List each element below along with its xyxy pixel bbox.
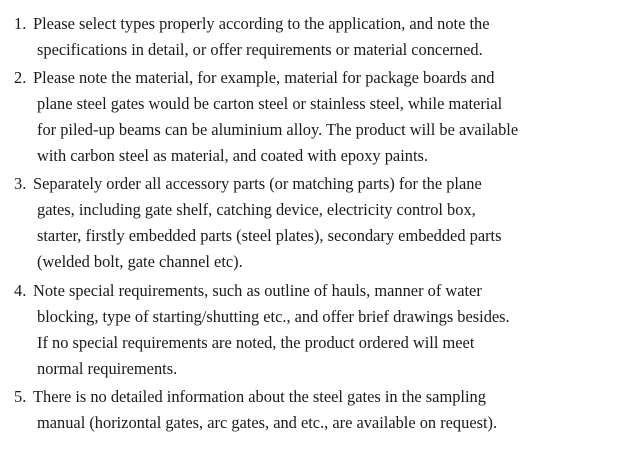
note-3-line-2: gates, including gate shelf, catching device, electricity control box, (37, 200, 476, 219)
note-3-line-1: Separately order all accessory parts (or matching parts) for the plane (33, 174, 482, 193)
note-2-line-1: Please note the material, for example, material for package boards and (33, 68, 495, 87)
note-3-line-4: (welded bolt, gate channel etc). (37, 252, 243, 271)
note-4-line-1: Note special requirements, such as outline of hauls, manner of water (33, 281, 482, 300)
note-5-line-1: There is no detailed information about the steel gates in the sampling (33, 387, 486, 406)
note-3-line-3: starter, firstly embedded parts (steel plates), secondary embedded parts (37, 226, 502, 245)
note-4-line-2: blocking, type of starting/shutting etc., and offer brief drawings besides. (37, 307, 510, 326)
note-2-line-4: with carbon steel as material, and coated with epoxy paints. (37, 146, 428, 165)
note-4-number: 4. (14, 281, 27, 300)
note-4-line-4: normal requirements. (37, 359, 178, 378)
note-5-number: 5. (14, 387, 27, 406)
note-4-line-3: If no special requirements are noted, the product ordered will meet (37, 333, 475, 352)
note-2-line-3: for piled-up beams can be aluminium alloy. The product will be available (37, 120, 519, 139)
note-3-number: 3. (14, 174, 27, 193)
note-5-line-2: manual (horizontal gates, arc gates, and etc., are available on request). (37, 413, 498, 432)
note-1-number: 1. (14, 14, 27, 33)
note-2-number: 2. (14, 68, 27, 87)
note-2-line-2: plane steel gates would be carton steel or stainless steel, while material (37, 94, 503, 113)
note-1-line-1: Please select types properly according to the application, and note the (33, 14, 490, 33)
note-1-line-2: specifications in detail, or offer requirements or material concerned. (37, 40, 483, 59)
